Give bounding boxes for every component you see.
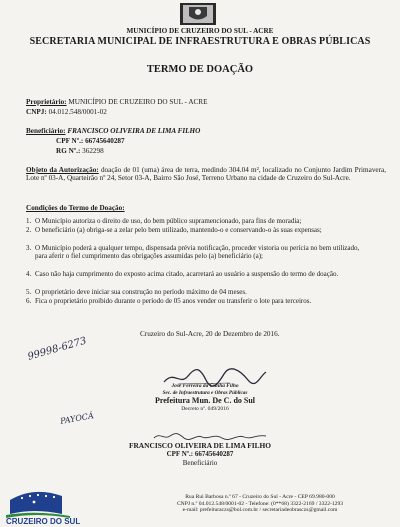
owner-label: Proprietário: — [26, 98, 67, 106]
footer-address-line: e-mail: prefeituraczs@bol.com.br / secretariadeobrasczs@gmail.com — [182, 507, 338, 514]
handwritten-word: PAYOCÁ — [59, 411, 95, 426]
condition-item: 3. O Município poderá a qualquer tempo, dispensada prévia notificação, proceder vistoria ou perícia no bem utilizado, para aferir o fiel cumprimento das obrigações assumidas pelo (a) beneficiário (a); — [26, 244, 360, 261]
stamp-decree: Decreto nº. 049/2016 — [181, 406, 229, 412]
conditions-heading: Condições do Termo de Doação: — [26, 204, 125, 212]
signer-name: FRANCISCO OLIVEIRA DE LIMA FILHO — [128, 441, 272, 450]
header-municipality: MUNICÍPIO DE CRUZEIRO DO SUL - ACRE — [126, 27, 274, 35]
header-secretariat: SECRETARIA MUNICIPAL DE INFRAESTRUTURA E OBRAS PÚBLICAS — [29, 36, 371, 47]
object-label: Objeto da Autorização: — [26, 166, 99, 174]
owner-line — [26, 98, 207, 106]
condition-item: 2. O beneficiário (a) obriga-se a zelar pelo bem utilizado, mantendo-o e conservando-o às suas expensas; — [26, 226, 322, 234]
coat-of-arms-icon — [179, 2, 217, 26]
signer-role: Beneficiário — [182, 459, 218, 467]
city-logo-text: CRUZEIRO DO SUL — [6, 517, 81, 526]
rg-value: 362298 — [82, 147, 104, 155]
beneficiary-line — [26, 127, 200, 135]
owner-cnpj-line — [26, 108, 107, 116]
cpf-label: CPF Nº.: — [56, 137, 84, 145]
beneficiary-rg-line — [56, 147, 104, 155]
object-text: doação de 01 (uma) área de terra, medindo 304.04 m², localizado no Conjunto Jardim Primavera, Lote nº 03-A, Quarteirão nº 24, Setor 03-A, Bairro São José, Terreno Urbano na cidade de Cruzeiro do Sul-Acre. — [26, 166, 387, 183]
footer-address-line: CNPJ n.º 04.012.548/0001-02 - Telefone: (0**68) 3322-2169 / 3322-1293 — [176, 500, 344, 507]
beneficiary-cpf-line — [56, 137, 125, 145]
cnpj-label: CNPJ: — [26, 108, 47, 116]
handwritten-number: 99998-6273 — [26, 335, 88, 363]
stamp-org: Prefeitura Mun. De C. do Sul — [154, 396, 256, 405]
cpf-value: 66745640287 — [85, 137, 125, 145]
condition-item: 6. Fica o proprietário proibido durante o período de 05 anos vender ou transferir o lote para terceiros. — [26, 297, 312, 305]
condition-item: 4. Caso não haja cumprimento do exposto acima citado, acarretará ao usuário a suspensão do termo de doação. — [26, 270, 339, 278]
condition-item: 1. O Município autoriza o direito de uso, do bem público supramencionado, para fins de moradia; — [26, 217, 302, 225]
date-line: Cruzeiro do Sul-Acre, 20 de Dezembro de 2016. — [140, 330, 280, 338]
cnpj-value: 04.012.548/0001-02 — [48, 108, 107, 116]
beneficiary-label: Beneficiário: — [26, 127, 66, 135]
signer-cpf: CPF Nº.: 66745640287 — [166, 450, 234, 458]
document-title: TERMO DE DOAÇÃO — [146, 64, 254, 75]
owner-value: MUNICÍPIO DE CRUZEIRO DO SUL - ACRE — [68, 98, 208, 106]
condition-item: 5. O proprietário deve iniciar sua construção no período máximo de 04 meses. — [26, 288, 247, 296]
beneficiary-value: FRANCISCO OLIVEIRA DE LIMA FILHO — [67, 127, 201, 135]
object-paragraph — [26, 166, 386, 182]
stamp-role: Sec. de Infraestrutura e Obras Públicas — [162, 390, 248, 396]
footer-address — [120, 494, 400, 514]
stamp-name: José Ferreira da Cunha Filho — [171, 383, 239, 389]
footer-address-line: Rua Rui Barbosa n.º 67 - Cruzeiro do Sul - Acre - CEP 69.980-000 — [185, 494, 335, 500]
rg-label: RG Nº.: — [56, 147, 81, 155]
